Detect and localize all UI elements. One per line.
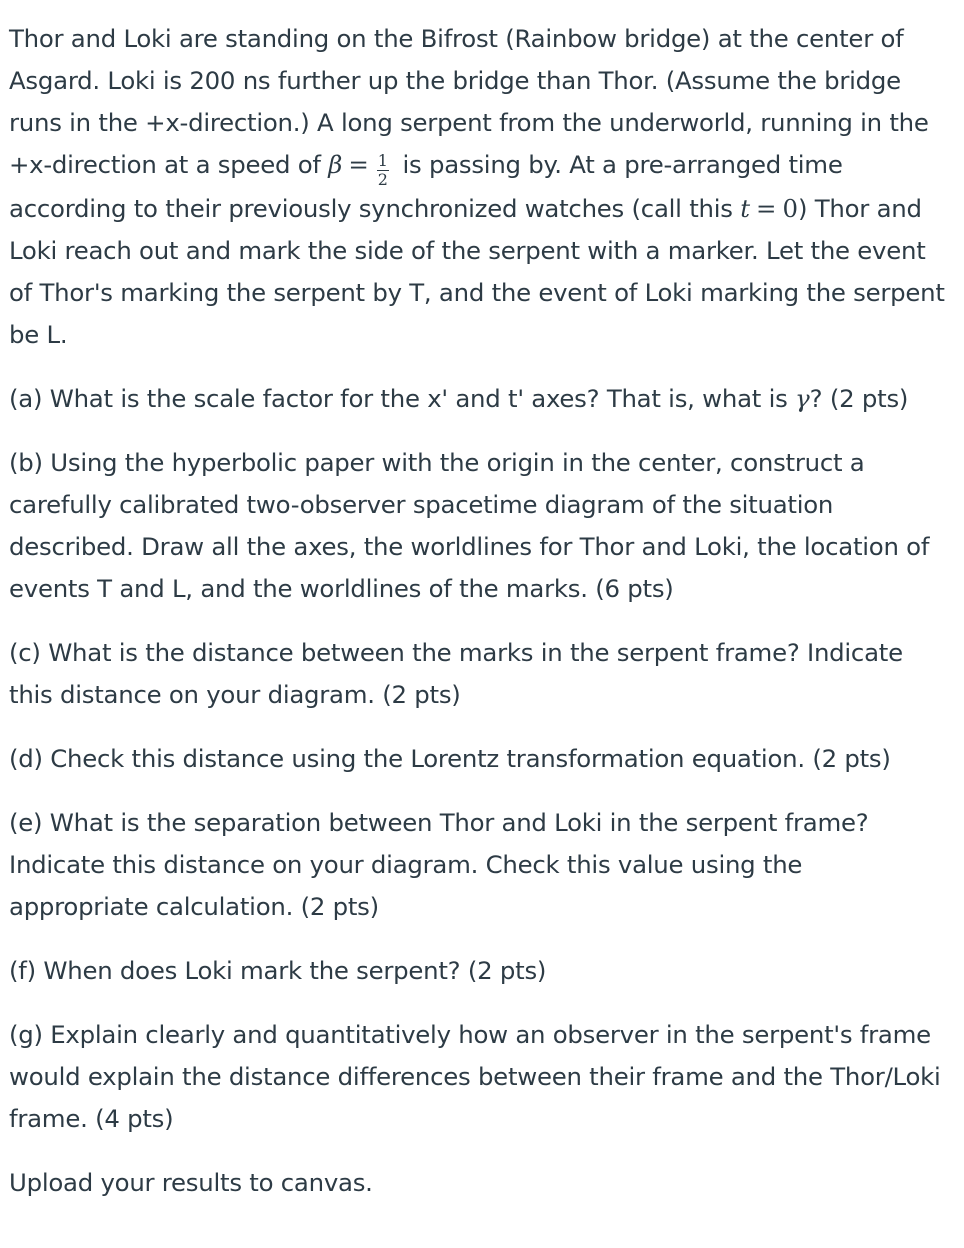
beta-equation [328,150,395,189]
t-equals: = [756,194,777,223]
upload-instruction: Upload your results to canvas. [9,1168,373,1197]
question-d: (d) Check this distance using the Lorentz transformation equation. (2 pts) [9,744,891,773]
intro-text-3: ) Thor and Loki reach out and mark the side of the serpent with a marker. Let the event of Thor's marking the serpent by T, and the event of Loki marking the serpent be L. [9,194,945,349]
t-symbol: t [740,194,751,223]
t-equation [740,194,798,223]
question-b: (b) Using the hyperbolic paper with the origin in the center, construct a carefully calibrated two-observer spacetime diagram of the situation described. Draw all the axes, the worldlines for Thor and Loki, the location of events T and L, and the worldlines of the marks. (6 pts) [9,448,930,603]
question-a-text: (a) What is the scale factor for the x' and t' axes? That is, what is [9,384,796,413]
gamma-symbol: γ [795,384,810,413]
fraction-numerator: 1 [377,151,388,170]
question-e: (e) What is the separation between Thor and Loki in the serpent frame? Indicate this distance on your diagram. Check this value using the appropriate calculation. (2 pts) [9,808,869,921]
one-half-fraction [377,153,389,188]
intro-text-2: is passing by. At a pre-arranged time according to their previously synchronized watches (call this [9,150,843,223]
question-c: (c) What is the distance between the marks in the serpent frame? Indicate this distance on your diagram. (2 pts) [9,638,903,709]
beta-equals: = [348,150,369,179]
problem-intro [9,18,949,356]
question-g: (g) Explain clearly and quantitatively how an observer in the serpent's frame would explain the distance differences between their frame and the Thor/Loki frame. (4 pts) [9,1020,941,1133]
question-a-points: ? (2 pts) [809,384,909,413]
question-f: (f) When does Loki mark the serpent? (2 pts) [9,956,547,985]
beta-symbol: β [328,150,343,179]
question-a [9,378,949,420]
assignment-content [9,18,949,1226]
t-zero: 0 [782,194,798,223]
fraction-denominator: 2 [377,170,388,189]
intro-text-1: Thor and Loki are standing on the Bifrost (Rainbow bridge) at the center of Asgard. Loki is 200 ns further up the bridge than Thor. (Assume the bridge runs in the +x-direction.) A long serpent from the underworld, running in the +x-direction at a speed of [9,24,929,179]
